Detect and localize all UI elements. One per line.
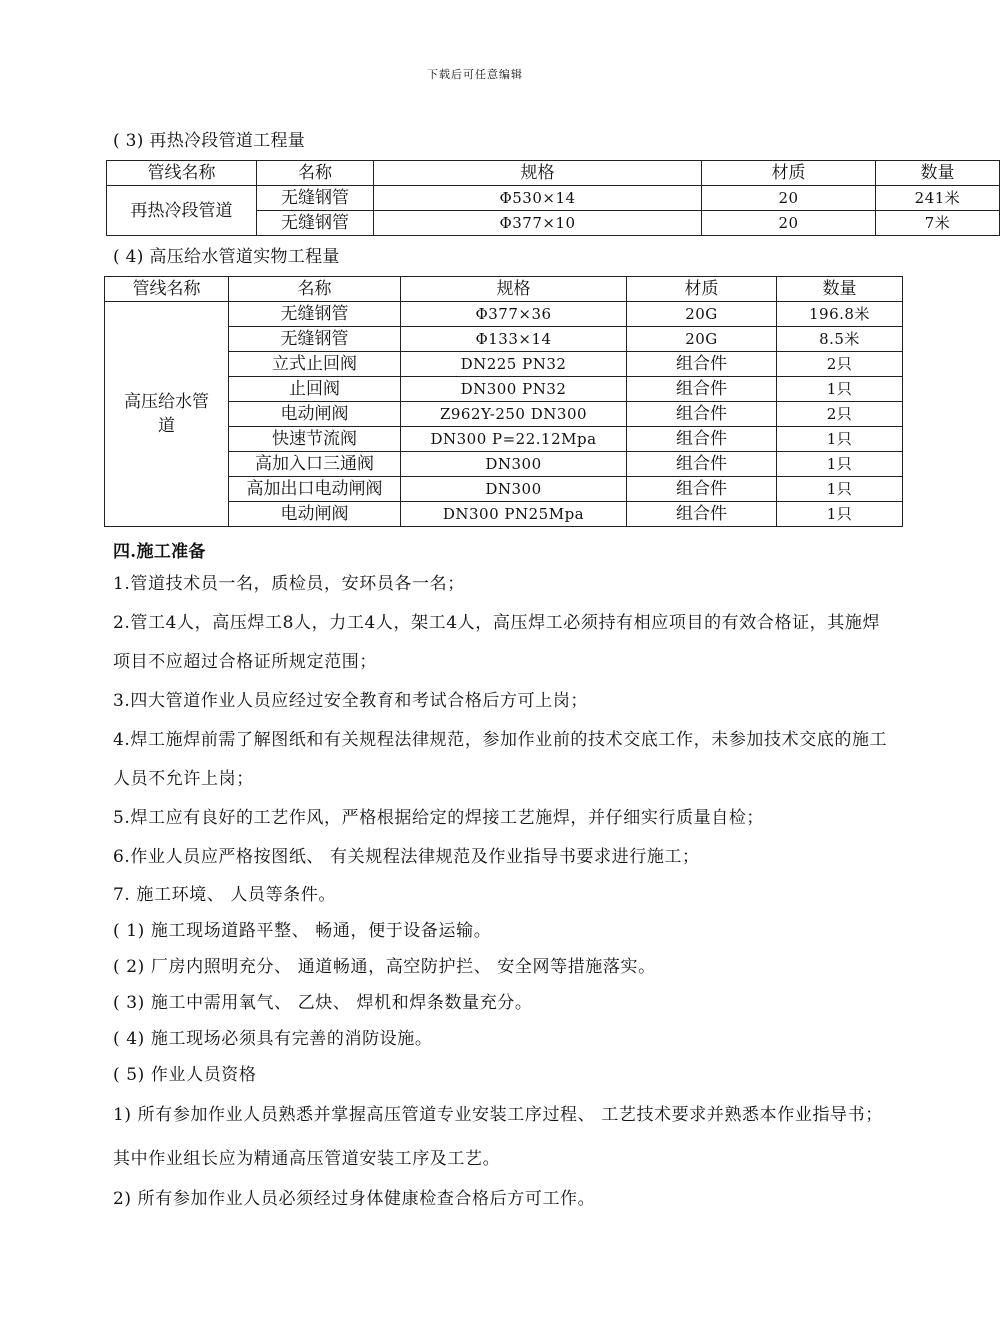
reheat-cold-pipe-table [106,160,1000,236]
table-cell: 2只 [777,402,903,427]
table-cell: DN300 PN32 [401,377,627,402]
list-item: 3.四大管道作业人员应经过安全教育和考试合格后方可上岗； [113,691,589,711]
list-item: ( 5) 作业人员资格 [113,1065,257,1085]
table-cell: 2只 [777,352,903,377]
table-cell: 组合件 [627,477,777,502]
header-cell: 材质 [702,161,876,186]
table-row [107,186,1000,211]
list-item: ( 2) 厂房内照明充分、 通道畅通，高空防护拦、 安全网等措施落实。 [113,957,656,977]
header-cell: 规格 [374,161,702,186]
table-cell: 20 [702,186,876,211]
table-cell: Z962Y-250 DN300 [401,402,627,427]
table-cell: 无缝钢管 [257,211,374,236]
list-item: ( 1) 施工现场道路平整、 畅通，便于设备运输。 [113,921,492,941]
table-cell: 7米 [876,211,1000,236]
table-cell: DN300 [401,477,627,502]
table-cell: 20G [627,327,777,352]
table-cell: 高加出口电动闸阀 [229,477,401,502]
table-cell: 组合件 [627,502,777,527]
list-item: 1.管道技术员一名，质检员，安环员各一名； [113,574,465,594]
table-cell: 无缝钢管 [229,302,401,327]
header-cell: 数量 [876,161,1000,186]
table-cell: DN225 PN32 [401,352,627,377]
table-cell: 241米 [876,186,1000,211]
list-item: 2) 所有参加作业人员必须经过身体健康检查合格后方可工作。 [113,1189,596,1209]
table-cell: 1只 [777,427,903,452]
table-cell: 立式止回阀 [229,352,401,377]
table-cell: 20 [702,211,876,236]
list-item: ( 3) 施工中需用氧气、 乙炔、 焊机和焊条数量充分。 [113,993,533,1013]
page-header: 下载后可任意编辑 [427,68,523,81]
table-cell: 组合件 [627,452,777,477]
section-title: 四.施工准备 [113,542,206,562]
table-cell: Φ133×14 [401,327,627,352]
header-cell: 名称 [257,161,374,186]
table-cell: 无缝钢管 [257,186,374,211]
table-cell: Φ377×10 [374,211,702,236]
table-cell: 1只 [777,452,903,477]
table-cell: 电动闸阀 [229,402,401,427]
table-cell: 止回阀 [229,377,401,402]
header-cell: 名称 [229,277,401,302]
table-cell: 20G [627,302,777,327]
header-cell: 管线名称 [105,277,229,302]
list-item: 7. 施工环境、 人员等条件。 [113,885,337,905]
pipeline-name-cell: 再热冷段管道 [107,186,257,236]
table-cell: 1只 [777,477,903,502]
table-cell: 无缝钢管 [229,327,401,352]
header-cell: 材质 [627,277,777,302]
list-item: ( 4) 施工现场必须具有完善的消防设施。 [113,1029,433,1049]
table-cell: 8.5米 [777,327,903,352]
list-item: 5.焊工应有良好的工艺作风，严格根据给定的焊接工艺施焊，并仔细实行质量自检； [113,808,765,828]
table-cell: 高加入口三通阀 [229,452,401,477]
table-cell: 组合件 [627,377,777,402]
table-cell: 组合件 [627,402,777,427]
pipeline-name-cell: 高压给水管道 [105,302,229,527]
table-cell: DN300 PN25Mpa [401,502,627,527]
header-cell: 管线名称 [107,161,257,186]
table-cell: 1只 [777,502,903,527]
table-cell: 电动闸阀 [229,502,401,527]
list-item: 2.管工4人，高压焊工8人，力工4人，架工4人，高压焊工必须持有相应项目的有效合格证，其施焊项目不应超过合格证所规定范围； [113,613,881,672]
table-cell: Φ530×14 [374,186,702,211]
table-row [105,302,903,327]
table-cell: DN300 [401,452,627,477]
preparation-list [113,565,888,1217]
table-header-row [107,161,1000,186]
table-cell: 1只 [777,377,903,402]
table-cell: 组合件 [627,352,777,377]
header-cell: 数量 [777,277,903,302]
table-cell: Φ377×36 [401,302,627,327]
table-cell: 196.8米 [777,302,903,327]
table-header-row [105,277,903,302]
high-pressure-feedwater-table [104,276,903,527]
table-cell: DN300 P=22.12Mpa [401,427,627,452]
list-item: 6.作业人员应严格按图纸、 有关规程法律规范及作业指导书要求进行施工； [113,847,700,867]
section-heading-4: ( 4) 高压给水管道实物工程量 [113,247,340,267]
list-item: 1) 所有参加作业人员熟悉并掌握高压管道专业安装工序过程、 工艺技术要求并熟悉本作业指导书；其中作业组长应为精通高压管道安装工序及工艺。 [113,1105,883,1169]
list-item: 4.焊工施焊前需了解图纸和有关规程法律规范，参加作业前的技术交底工作，未参加技术交底的施工人员不允许上岗； [113,730,888,789]
table-cell: 组合件 [627,427,777,452]
header-cell: 规格 [401,277,627,302]
table-cell: 快速节流阀 [229,427,401,452]
section-heading-3: ( 3) 再热冷段管道工程量 [113,131,306,151]
